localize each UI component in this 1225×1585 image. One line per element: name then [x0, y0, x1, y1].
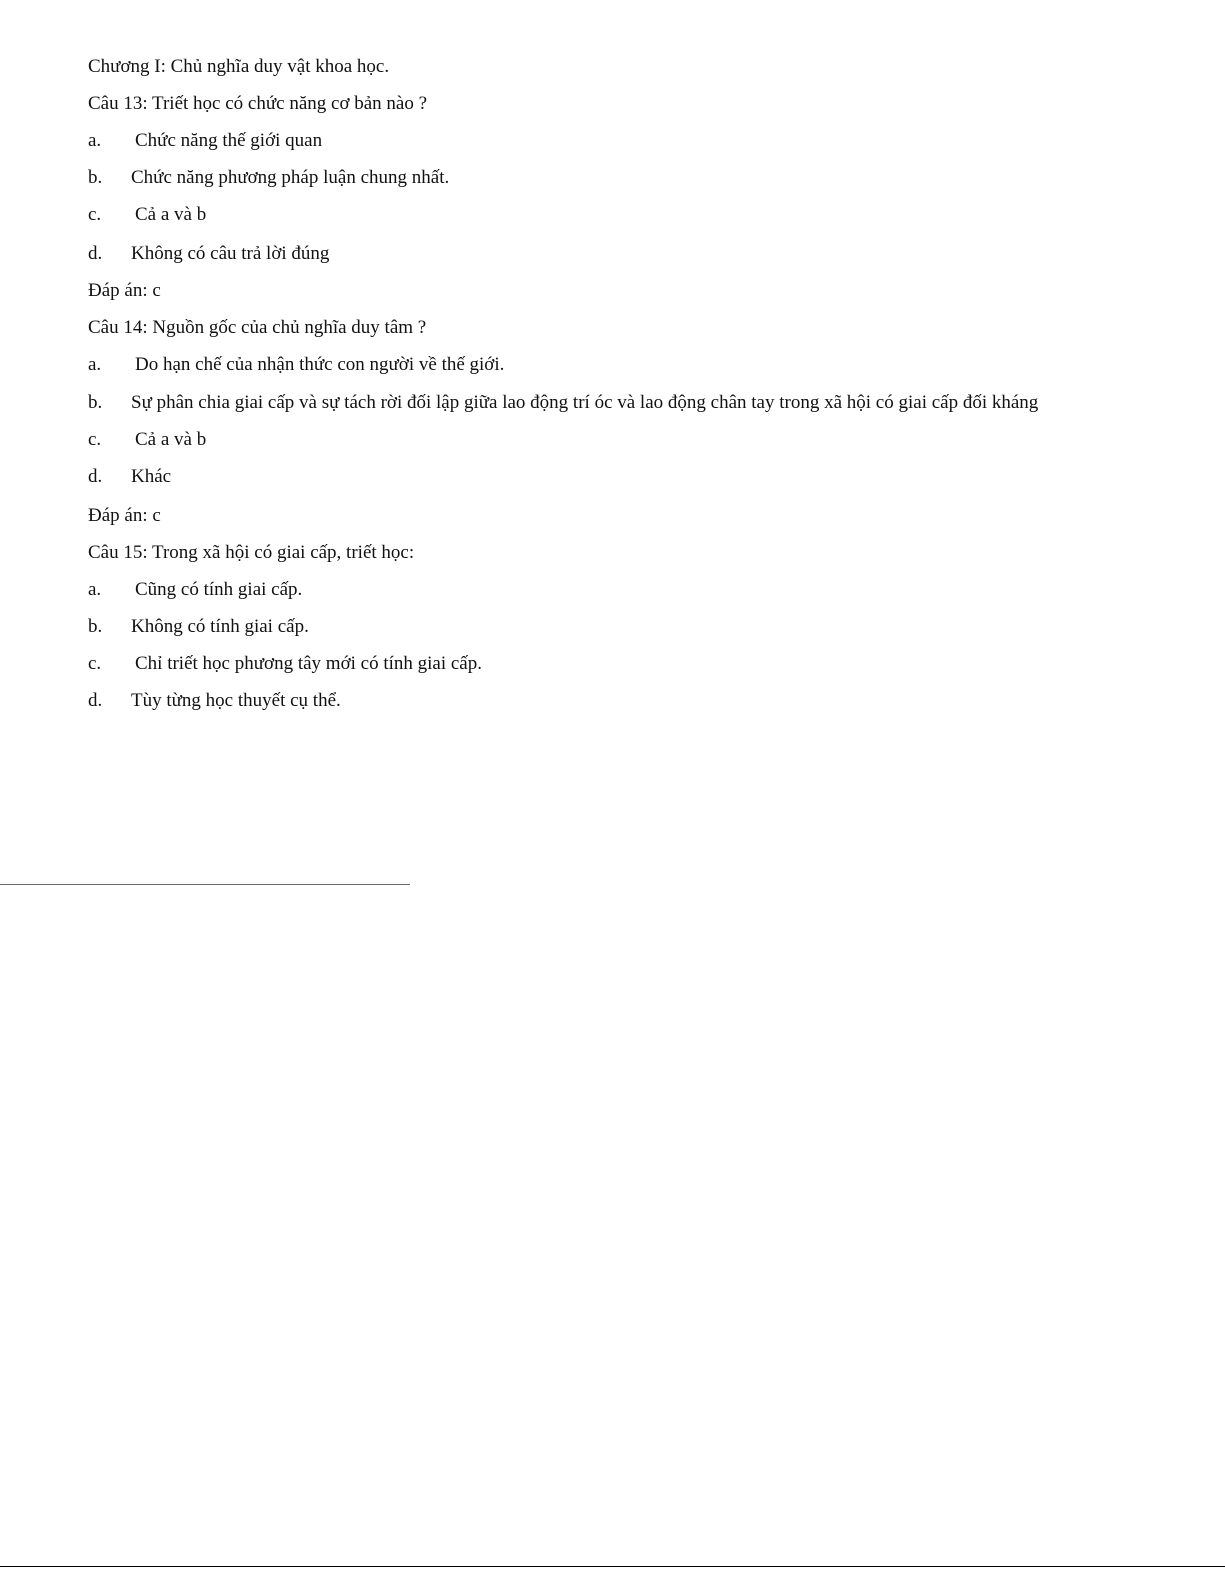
option-text: Không có câu trả lời đúng [131, 243, 330, 264]
question-15: Câu 15: Trong xã hội có giai cấp, triết học: [88, 542, 415, 563]
option-text: Cả a và b [135, 429, 207, 450]
option-letter: d. [88, 466, 103, 487]
question-14-option-a [88, 354, 504, 376]
question-14: Câu 14: Nguồn gốc của chủ nghĩa duy tâm ? [88, 317, 427, 338]
option-letter: d. [88, 243, 103, 264]
option-text: Chức năng phương pháp luận chung nhất. [131, 167, 450, 188]
option-letter: d. [88, 690, 103, 711]
question-13-option-a [88, 130, 322, 152]
option-text: Chỉ triết học phương tây mới có tính giai cấp. [135, 653, 482, 674]
question-13-option-d [88, 243, 329, 265]
option-text: Do hạn chế của nhận thức con người về thế giới. [135, 354, 505, 375]
page-bottom-border [0, 1566, 1225, 1567]
question-15-option-c [88, 653, 482, 675]
question-14-option-d [88, 466, 171, 488]
option-text: Tùy từng học thuyết cụ thể. [131, 690, 341, 711]
option-letter: c. [88, 653, 102, 674]
chapter-title: Chương I: Chủ nghĩa duy vật khoa học. [88, 56, 390, 77]
question-13-option-b [88, 167, 449, 189]
question-14-option-b [88, 392, 1038, 414]
question-15-option-d [88, 690, 341, 712]
page-divider [0, 884, 410, 885]
option-text: Sự phân chia giai cấp và sự tách rời đối lập giữa lao động trí óc và lao động chân tay trong xã hội có giai cấp đối kháng [131, 392, 1039, 413]
option-letter: b. [88, 616, 103, 637]
option-letter: c. [88, 429, 102, 450]
option-text: Cả a và b [135, 204, 207, 225]
option-text: Không có tính giai cấp. [131, 616, 309, 637]
question-13-answer: Đáp án: c [88, 280, 161, 301]
question-15-option-b [88, 616, 309, 638]
option-letter: a. [88, 354, 102, 375]
option-letter: b. [88, 167, 103, 188]
question-14-answer: Đáp án: c [88, 505, 161, 526]
option-text: Chức năng thế giới quan [135, 130, 323, 151]
option-letter: c. [88, 204, 102, 225]
question-14-option-c [88, 429, 206, 451]
question-13: Câu 13: Triết học có chức năng cơ bản nào ? [88, 93, 428, 114]
question-15-option-a [88, 579, 302, 601]
option-text: Khác [131, 466, 172, 487]
option-text: Cũng có tính giai cấp. [135, 579, 303, 600]
option-letter: a. [88, 130, 102, 151]
option-letter: a. [88, 579, 102, 600]
option-letter: b. [88, 392, 103, 413]
question-13-option-c [88, 204, 206, 226]
